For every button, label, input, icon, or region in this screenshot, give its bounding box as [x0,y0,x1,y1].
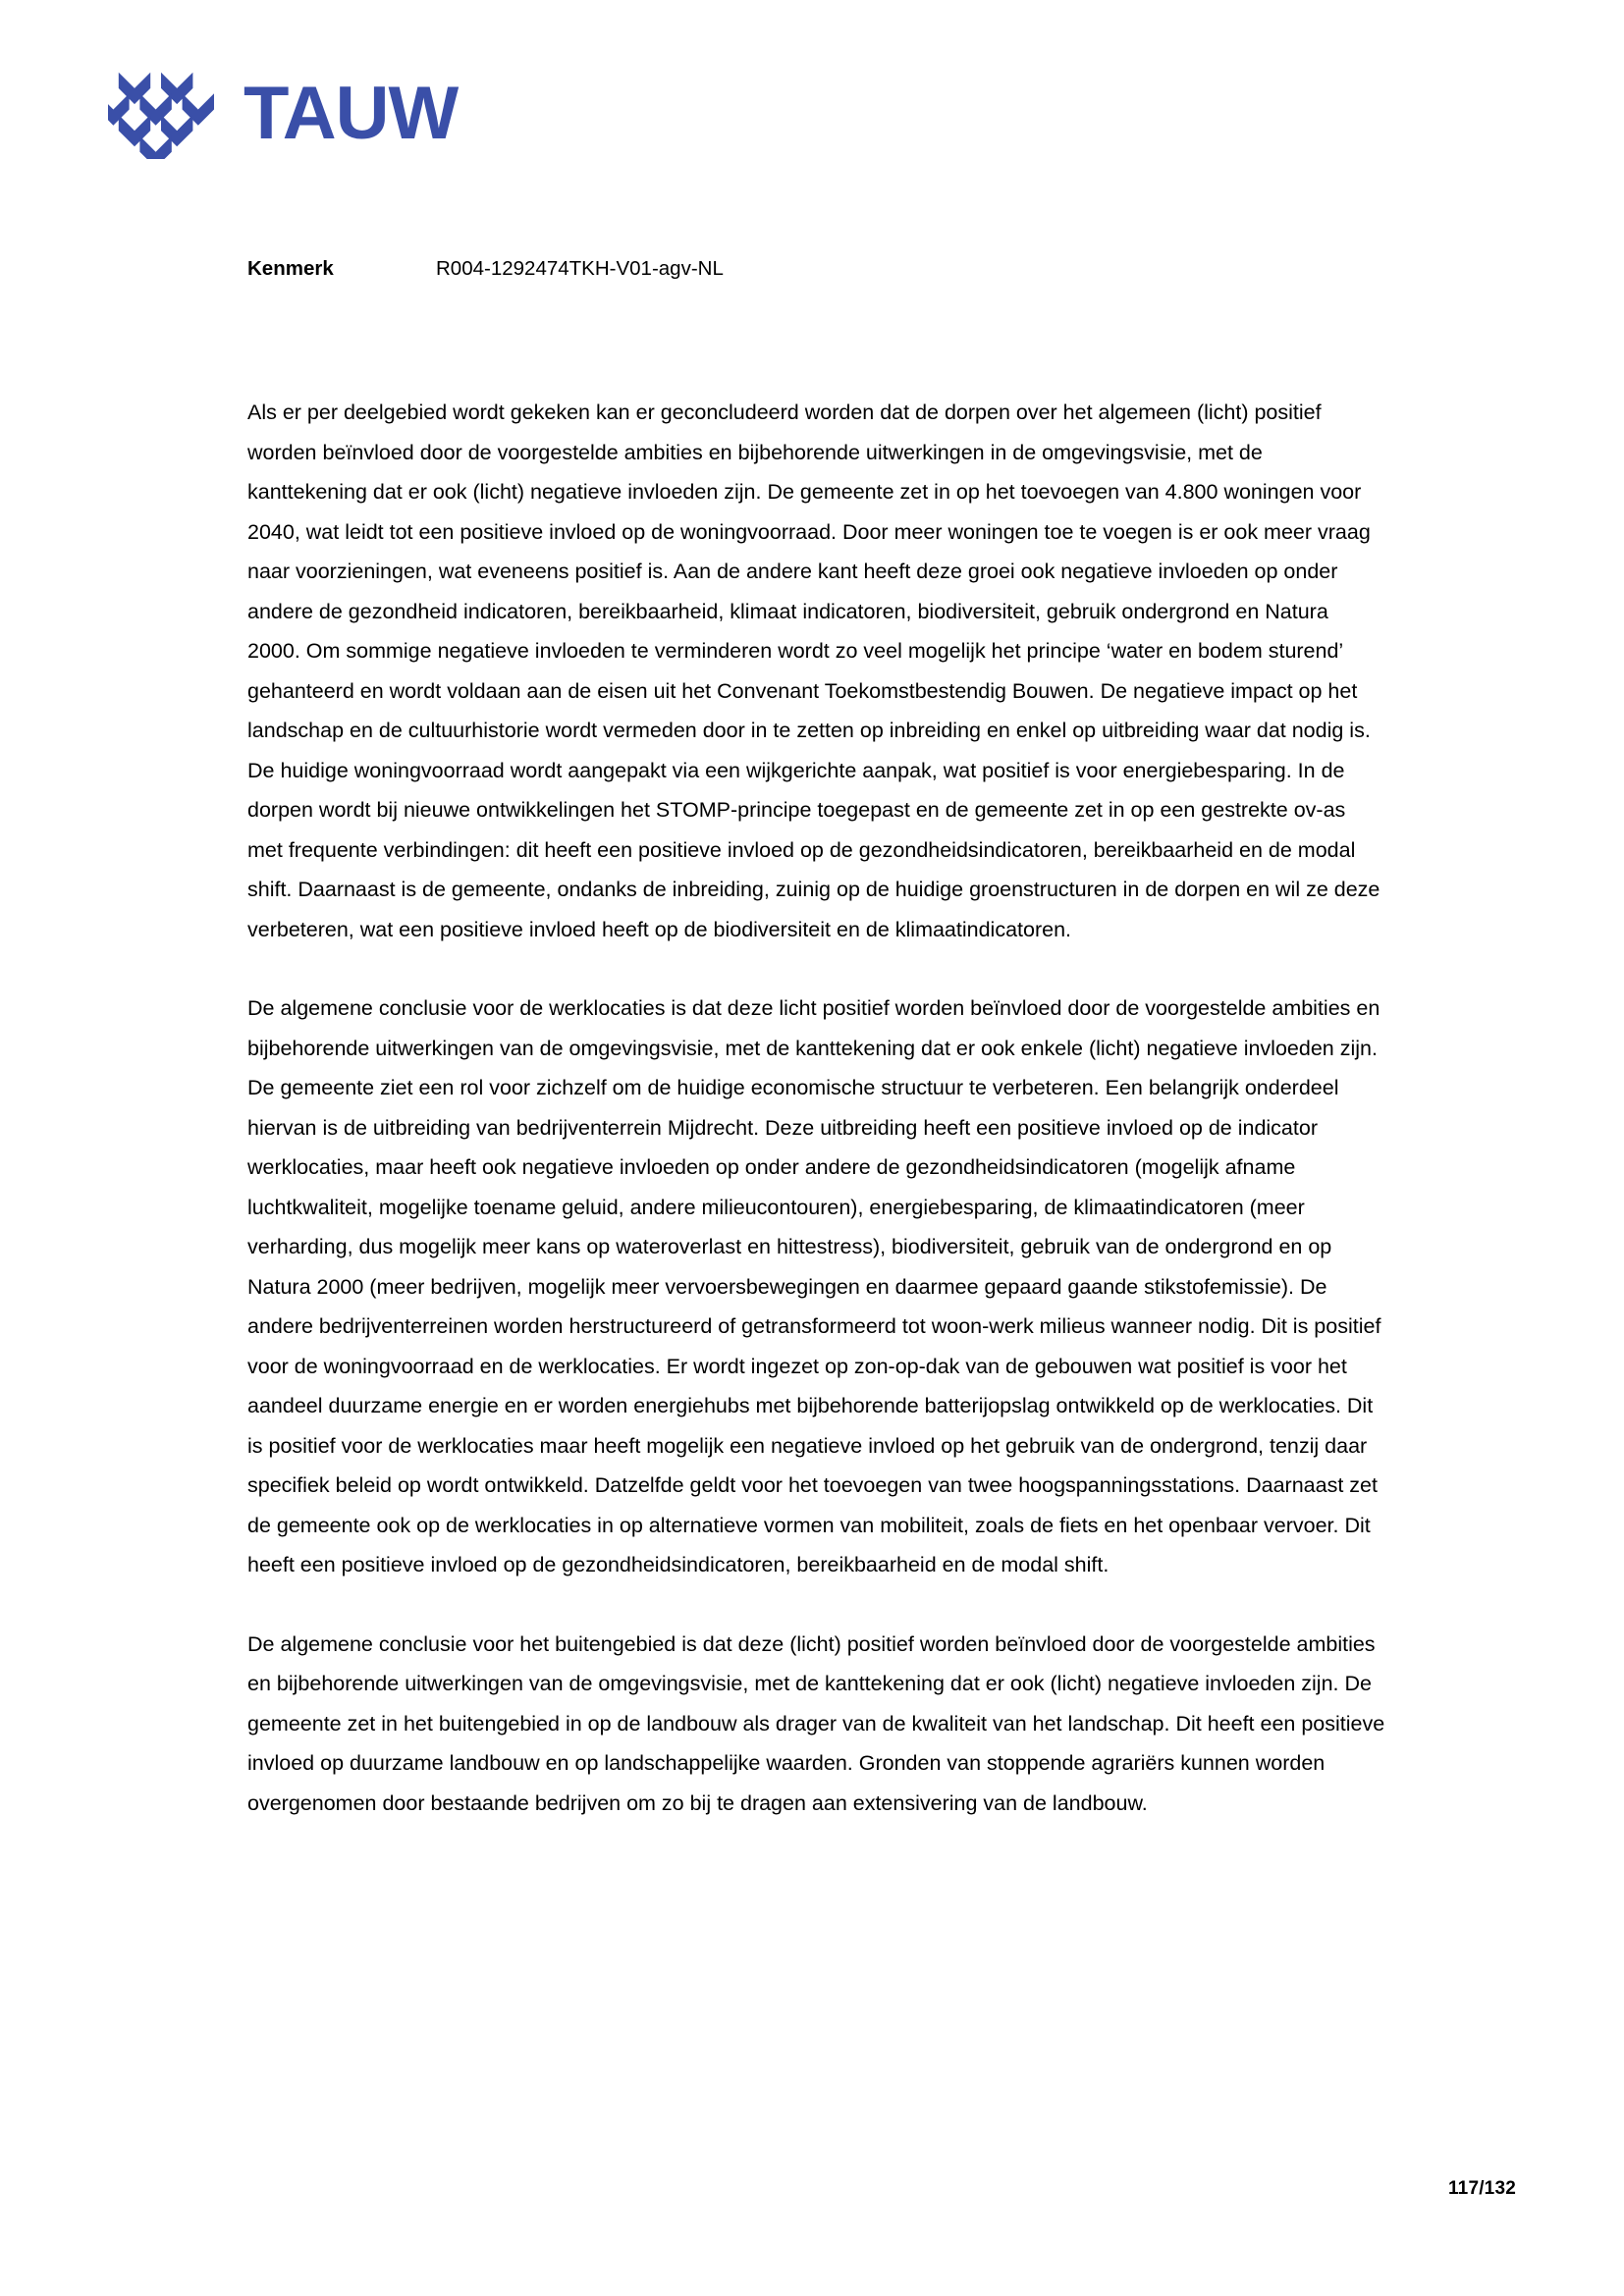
tauw-wordmark: TAUW [244,72,459,155]
page-number: 117/132 [1447,2178,1516,2199]
body-paragraph-2: De algemene conclusie voor de werklocaties is dat deze licht positief worden beïnvloed door de voorgestelde ambities en bijbehorende uitwerkingen van de omgevingsvisie, met de kanttekening dat er ook enkele (licht) negatieve invloeden zijn. De gemeente ziet een rol voor zichzelf om de huidige economische structuur te verbeteren. Een belangrijk onderdeel hiervan is de uitbreiding van bedrijventerrein Mijdrecht. Deze uitbreiding heeft een positieve invloed op de indicator werklocaties, maar heeft ook negatieve invloeden op onder andere de gezondheidsindicatoren (mogelijk afname luchtkwaliteit, mogelijke toename geluid, andere milieucontouren), energiebesparing, de klimaatindicatoren (meer verharding, dus mogelijk meer kans op wateroverlast en hittestress), biodiversiteit, gebruik van de ondergrond en op Natura 2000 (meer bedrijven, mogelijk meer vervoersbewegingen en daarmee gepaard gaande stikstofemissie). De andere bedrijventerreinen worden herstructureerd of getransformeerd tot woon-werk milieus wanneer nodig. Dit is positief voor de woningvoorraad en de werklocaties. Er wordt ingezet op zon-op-dak van de gebouwen wat positief is voor het aandeel duurzame energie en er worden energiehubs met bijbehorende batterijopslag ontwikkeld op de werklocaties. Dit is positief voor de werklocaties maar heeft mogelijk een negatieve invloed op het gebruik van de ondergrond, tenzij daar specifiek beleid op wordt ontwikkeld. Datzelfde geldt voor het toevoegen van twee hoogspanningsstations. Daarnaast zet de gemeente ook op de werklocaties in op alternatieve vormen van mobiliteit, zoals de fiets en het openbaar vervoer. Dit heeft een positieve invloed op de gezondheidsindicatoren, bereikbaarheid en de modal shift. [247,996,1381,1576]
kenmerk-row [247,257,724,281]
body-paragraph-1: Als er per deelgebied wordt gekeken kan er geconcludeerd worden dat de dorpen over het algemeen (licht) positief worden beïnvloed door de voorgestelde ambities en bijbehorende uitwerkingen in de omgevingsvisie, met de kanttekening dat er ook (licht) negatieve invloeden zijn. De gemeente zet in op het toevoegen van 4.800 woningen voor 2040, wat leidt tot een positieve invloed op de woningvoorraad. Door meer woningen toe te voegen is er ook meer vraag naar voorzieningen, wat eveneens positief is. Aan de andere kant heeft deze groei ook negatieve invloeden op onder andere de gezondheid indicatoren, bereikbaarheid, klimaat indicatoren, biodiversiteit, gebruik ondergrond en Natura 2000. Om sommige negatieve invloeden te verminderen wordt zo veel mogelijk het principe ‘water en bodem sturend’ gehanteerd en wordt voldaan aan de eisen uit het Convenant Toekomstbestendig Bouwen. De negatieve impact op het landschap en de cultuurhistorie wordt vermeden door in te zetten op inbreiding en enkel op uitbreiding waar dat nodig is. De huidige woningvoorraad wordt aangepakt via een wijkgerichte aanpak, wat positief is voor energiebesparing. In de dorpen wordt bij nieuwe ontwikkelingen het STOMP-principe toegepast en de gemeente zet in op een gestrekte ov-as met frequente verbindingen: dit heeft een positieve invloed op de gezondheidsindicatoren, bereikbaarheid en de modal shift. Daarnaast is de gemeente, ondanks de inbreiding, zuinig op de huidige groenstructuren in de dorpen en wil ze deze verbeteren, wat een positieve invloed heeft op de biodiversiteit en de klimaatindicatoren. [247,400,1380,941]
tauw-logo [108,69,458,159]
tauw-chevron-lattice-icon [108,69,214,159]
body-paragraph-3: De algemene conclusie voor het buitengebied is dat deze (licht) positief worden beïnvloed door de voorgestelde ambities en bijbehorende uitwerkingen van de omgevingsvisie, met de kanttekening dat er ook (licht) negatieve invloeden zijn. De gemeente zet in het buitengebied in op de landbouw als drager van de kwaliteit van het landschap. Dit heeft een positieve invloed op duurzame landbouw en op landschappelijke waarden. Gronden van stoppende agrariërs kunnen worden overgenomen door bestaande bedrijven om zo bij te dragen aan extensivering van de landbouw. [247,1631,1385,1815]
kenmerk-value: R004-1292474TKH-V01-agv-NL [436,257,724,280]
document-body [247,393,1386,1823]
kenmerk-label: Kenmerk [247,257,334,280]
